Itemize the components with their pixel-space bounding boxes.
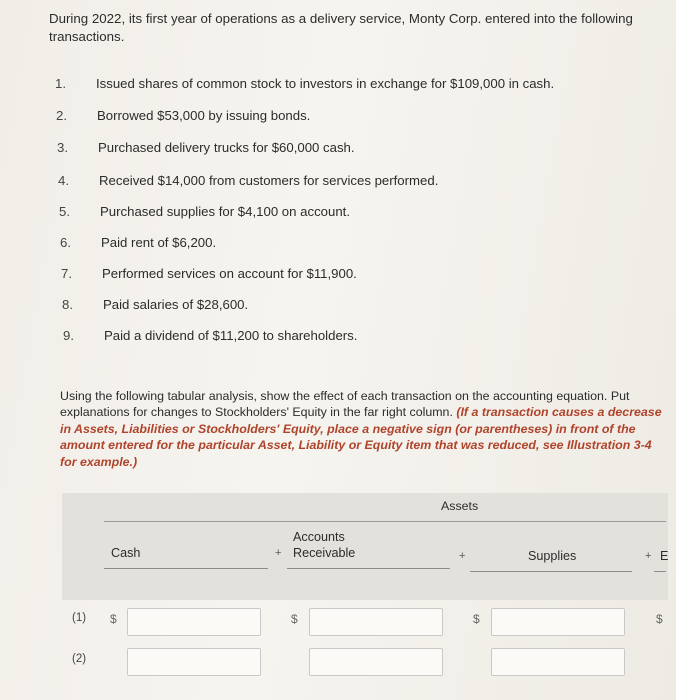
cash-column-header: Cash <box>111 546 141 560</box>
plus-sign: + <box>275 547 282 559</box>
instructions <box>60 388 664 470</box>
problem-intro: During 2022, its first year of operations as a delivery service, Monty Corp. entered into the following transactions. <box>49 11 633 44</box>
instructions-emphasis: (If a transaction causes a decrease in Assets, Liabilities or Stockholders' Equity, place a negative sign (or parentheses) in front of the amount entered for the particular Asset, Liability or Equity item that was reduced, see Illustration 3-4 for example.) <box>60 405 662 469</box>
transaction-number: 7. <box>61 266 72 281</box>
accounts-receivable-header-line2: Receivable <box>293 546 356 560</box>
transaction-number: 4. <box>58 173 69 188</box>
transaction-number: 6. <box>60 235 71 250</box>
cash-input-row-2[interactable] <box>127 648 261 676</box>
dollar-sign: $ <box>110 612 117 626</box>
equipment-column-header: E <box>660 549 669 563</box>
transaction-text: Paid salaries of $28,600. <box>103 297 249 312</box>
dollar-sign: $ <box>473 612 480 626</box>
row-label: (1) <box>72 612 87 624</box>
accounts-receivable-input-row-2[interactable] <box>309 648 443 676</box>
accounts-receivable-header <box>293 529 355 561</box>
accounts-receivable-header-line1: Accounts <box>293 530 345 544</box>
transaction-number: 3. <box>57 140 68 155</box>
supplies-input-row-2[interactable] <box>491 648 625 676</box>
dollar-sign: $ <box>291 612 298 626</box>
dollar-sign: $ <box>656 612 663 626</box>
supplies-input-row-1[interactable] <box>491 608 625 636</box>
transaction-text: Borrowed $53,000 by issuing bonds. <box>97 108 311 123</box>
accounts-receivable-input-row-1[interactable] <box>309 608 443 636</box>
transaction-text: Purchased supplies for $4,100 on account. <box>100 204 350 219</box>
transaction-text: Received $14,000 from customers for services performed. <box>99 173 439 188</box>
transaction-number: 8. <box>62 297 73 312</box>
assets-group-header: Assets <box>441 499 479 513</box>
equipment-header-underline <box>654 571 666 572</box>
row-label: (2) <box>72 653 87 665</box>
transaction-number: 1. <box>55 76 66 91</box>
assets-divider <box>104 521 666 522</box>
cash-header-underline <box>104 568 268 569</box>
transaction-number: 2. <box>56 108 67 123</box>
table-header-band <box>62 493 668 600</box>
transaction-text: Performed services on account for $11,900. <box>102 266 357 281</box>
transaction-text: Paid a dividend of $11,200 to shareholders. <box>104 328 358 343</box>
supplies-column-header: Supplies <box>528 549 577 563</box>
cash-input-row-1[interactable] <box>127 608 261 636</box>
transaction-number: 5. <box>59 204 70 219</box>
transaction-text: Issued shares of common stock to investors in exchange for $109,000 in cash. <box>96 76 555 91</box>
plus-sign: + <box>645 550 652 562</box>
transaction-number: 9. <box>63 328 74 343</box>
transaction-text: Paid rent of $6,200. <box>101 235 217 250</box>
plus-sign: + <box>459 550 466 562</box>
accounts-receivable-underline <box>287 568 450 569</box>
instructions-text: Using the following tabular analysis, show the effect of each transaction on the accounting equation. Put explanations for changes to Stockholders' Equity in the far right column. <box>60 389 630 420</box>
transaction-text: Purchased delivery trucks for $60,000 cash. <box>98 140 355 155</box>
supplies-header-underline <box>470 571 632 572</box>
